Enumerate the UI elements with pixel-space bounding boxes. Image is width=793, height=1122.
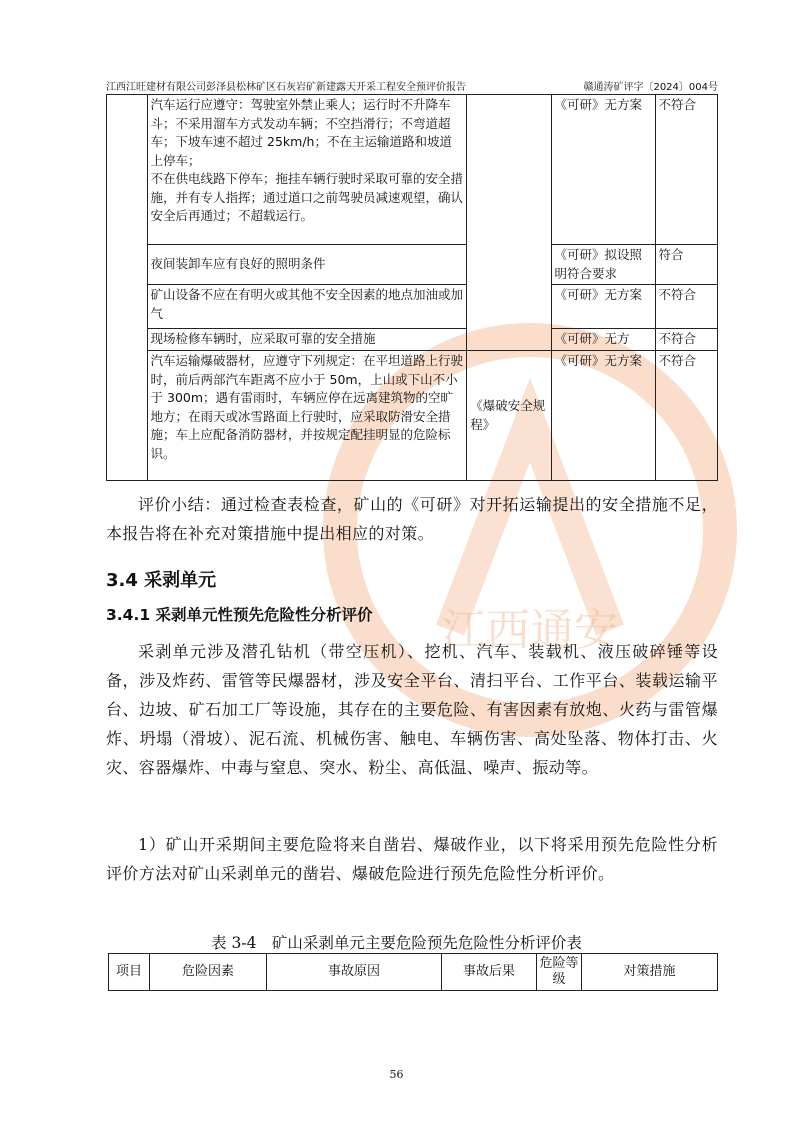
subsection-title: 3.4.1 采剥单元性预先危险性分析评价 [106,606,373,624]
table-cell-basis: 《可研》无方案 [551,285,655,329]
header-right: 赣通涛矿评字〔2024〕004号 [583,82,718,93]
table-cell-content: 矿山设备不应在有明火或其他不安全因素的地点加油或加气 [147,285,467,329]
header-left: 江西江旺建材有限公司彭泽县松林矿区石灰岩矿新建露天开采工程安全预评价报告 [106,82,466,93]
table-cell-content: 汽车运行应遵守：驾驶室外禁止乘人；运行时不升降车斗；不采用溜车方式发动车辆；不空挡滑行；不弯道超车；下坡车速不超过 25km/h；不在主运输道路和坡道上停车； 不在供电线路下停车；拖挂车辆行驶时采取可靠的安全措施，并有专人指挥；通过道口之前驾驶员减速观望，确认安全后再通过；不超载运行。 [147,95,467,245]
header-cell: 危险等级 [537,954,582,991]
header-cell: 对策措施 [582,954,718,991]
table-caption: 表 3-4 矿山采剥单元主要危险预先危险性分析评价表 [211,934,582,952]
svg-text:江西通安: 江西通安 [442,605,618,656]
summary-paragraph: 评价小结：通过检查表检查，矿山的《可研》对开拓运输提出的安全措施不足，本报告将在补充对策措施中提出相应的对策。 [106,495,718,543]
checklist-table [106,94,718,481]
table-cell-basis: 《可研》无方 [551,329,655,351]
table-row [107,351,718,481]
table-cell-basis: 《可研》拟设照明符合要求 [551,245,655,285]
table-cell-content: 夜间装卸车应有良好的照明条件 [147,245,467,285]
table-row [107,245,718,285]
header-cell: 危险因素 [150,954,267,991]
table-cell-content: 现场检修车辆时，应采取可靠的安全措施 [147,329,467,351]
table-cell-result: 不符合 [655,351,717,481]
running-header [106,76,718,95]
table-cell-result: 不符合 [655,329,717,351]
table-cell-result: 符合 [655,245,717,285]
table-row [107,95,718,245]
page-number: 56 [389,1068,404,1081]
body-paragraph: 采剥单元涉及潜孔钻机（带空压机）、挖机、汽车、装载机、液压破碎锤等设备，涉及炸药、雷管等民爆器材，涉及安全平台、清扫平台、工作平台、装载运输平台、边坡、矿石加工厂等设施，其存在的主要危险、有害因素有放炮、火药与雷管爆炸、坍塌（滑坡）、泥石流、机械伤害、触电、车辆伤害、高处坠落、物体打击、火灾、容器爆炸、中毒与窒息、突水、粉尘、高低温、噪声、振动等。 [106,642,718,777]
table-cell-result: 不符合 [655,95,717,245]
body-paragraph-2: 1）矿山开采期间主要危险将来自凿岩、爆破作业，以下将采用预先危险性分析评价方法对矿山采剥单元的凿岩、爆破危险进行预先危险性分析评价。 [106,835,718,883]
table-cell-content: 汽车运输爆破器材，应遵守下列规定：在平坦道路上行驶时，前后两部汽车距离不应小于 50m，上山或下山不小于 300m；遇有雷雨时，车辆应停在远离建筑物的空旷地方；在雨天或冰雪路面上行驶时，应采取防滑安全措施；车上应配备消防器材，并按规定配挂明显的危险标识。 [147,351,467,481]
section-title: 3.4 采剥单元 [106,570,217,591]
table-cell-standard: 《爆破安全规程》 [467,351,551,481]
header-cell: 事故后果 [442,954,537,991]
table-row [107,285,718,329]
header-cell: 项目 [109,954,150,991]
table-row [107,329,718,351]
table-cell-result: 不符合 [655,285,717,329]
table-cell-basis: 《可研》无方案 [551,351,655,481]
hazard-table [108,953,718,991]
table-cell [107,95,148,481]
table-cell-basis: 《可研》无方案 [551,95,655,245]
table-cell-standard [467,95,551,351]
header-cell: 事故原因 [267,954,442,991]
table-header-row [109,954,718,991]
